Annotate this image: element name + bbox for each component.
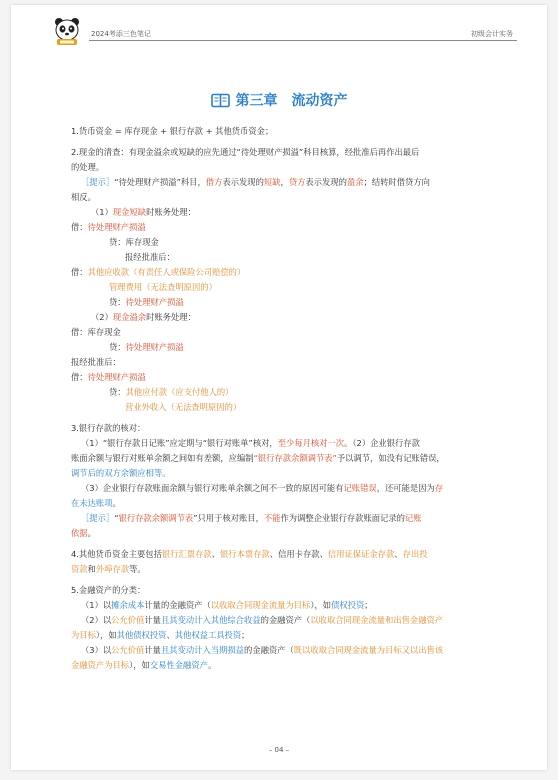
text-line: [71, 421, 516, 436]
notes-body: [71, 118, 516, 673]
text-segment: 借：库存现金: [71, 327, 121, 337]
text-segment: （2）以: [81, 615, 112, 625]
text-segment: 。: [207, 660, 217, 670]
text-segment: ），如: [129, 660, 150, 670]
text-segment: 贷：: [109, 342, 126, 352]
text-line: [71, 160, 516, 175]
text-segment: 管理费用（无法查明原因的）: [109, 282, 217, 292]
text-segment: （1）以: [81, 600, 112, 610]
text-segment: ；: [364, 600, 373, 610]
text-segment: 借：: [71, 372, 88, 382]
text-segment: 借：: [71, 267, 88, 277]
text-segment: （2）: [91, 312, 113, 322]
text-segment: 贷方: [288, 177, 306, 187]
text-segment: 以收取合同现金流量为目标: [210, 600, 311, 610]
text-segment: 3.银行存款的核对：: [71, 423, 146, 433]
text-segment: 时账务处理：: [146, 312, 196, 322]
panda-mascot-logo: [51, 15, 83, 47]
text-line: [71, 280, 516, 295]
text-segment: 作为调整企业银行存款账面记录的: [280, 513, 405, 523]
header-subject: 初级会计实务: [471, 30, 513, 38]
text-segment: 待处理财产损溢: [87, 222, 146, 232]
text-line: [71, 400, 516, 415]
text-segment: 以收取合同现金流量和出售金融资产: [310, 615, 444, 625]
text-line: [71, 451, 516, 466]
text-segment: 计量: [144, 615, 161, 625]
text-segment: 贷：库存现金: [109, 237, 159, 247]
text-segment: 贷：: [109, 387, 126, 397]
text-line: [71, 145, 516, 160]
text-segment: 和: [87, 564, 96, 574]
text-segment: （3）企业银行存款账面余额与银行对账单余额之间不一致的原因可能有: [81, 483, 344, 493]
text-segment: 在未达账项: [71, 498, 113, 508]
text-segment: 借：: [71, 222, 88, 232]
text-segment: 、: [211, 549, 220, 559]
text-segment: ［提示］: [81, 513, 115, 523]
document-page: [11, 5, 547, 770]
text-line: [71, 385, 516, 400]
text-segment: 计量的金融资产（: [144, 600, 211, 610]
text-segment: 依据: [71, 528, 88, 538]
text-segment: 记账: [404, 513, 422, 523]
text-segment: 其他应收款（有责任人或保险公司赔偿的）: [87, 267, 246, 277]
text-segment: 交易性金融资产: [149, 660, 208, 670]
text-segment: 5.金融资产的分类：: [71, 585, 146, 595]
text-segment: 银行汇票存款: [161, 549, 212, 559]
text-segment: 债权投资: [331, 600, 365, 610]
text-segment: （1）: [91, 207, 113, 217]
text-line: [71, 175, 516, 190]
text-segment: 且其变动计入当期损益: [160, 645, 244, 655]
text-line: [71, 496, 516, 511]
text-segment: 。: [112, 498, 121, 508]
text-line: [71, 562, 516, 577]
text-segment: ；结转时借贷方向: [363, 177, 430, 187]
text-line: [71, 370, 516, 385]
text-segment: 待处理财产损溢: [87, 372, 146, 382]
text-segment: 银行存款余额调节表: [118, 513, 194, 523]
text-line: [71, 526, 516, 541]
text-line: [71, 481, 516, 496]
text-segment: 公允价值: [111, 615, 145, 625]
text-segment: 时账务处理：: [146, 207, 196, 217]
text-segment: 至少每月核对一次: [277, 438, 345, 448]
text-segment: 借方: [205, 177, 223, 187]
text-segment: 存出投: [402, 549, 428, 559]
header-book-title: 2024考添三色笔记: [91, 30, 151, 38]
text-segment: 计量: [144, 645, 161, 655]
text-line: [71, 355, 516, 370]
text-segment: 账面余额与银行对账单余额之间如有差额，应编制: [71, 453, 254, 463]
text-segment: “: [114, 513, 119, 523]
text-segment: 银行本票存款: [220, 549, 270, 559]
text-segment: 现金溢余: [112, 312, 147, 322]
text-segment: 、: [166, 630, 175, 640]
text-segment: “银行存款余额调节表”: [253, 453, 337, 463]
text-line: [71, 124, 516, 139]
text-segment: 相反。: [71, 192, 96, 202]
text-segment: 资款: [71, 564, 88, 574]
text-segment: 1.货币资金 = 库存现金 + 银行存款 + 其他货币资金；: [71, 126, 274, 136]
text-segment: ），如: [310, 600, 332, 610]
text-line: [71, 235, 516, 250]
text-segment: 的金融资产（: [260, 615, 311, 625]
text-segment: （3）以: [81, 645, 112, 655]
text-line: [71, 643, 516, 658]
text-segment: 表示发现的: [305, 177, 347, 187]
text-line: [71, 310, 516, 325]
text-segment: 报经批准后：: [125, 252, 175, 262]
text-segment: 盈余: [346, 177, 364, 187]
text-segment: 其他应付款（应支付他人的）: [125, 387, 234, 397]
text-segment: ，还可能是因为: [376, 483, 435, 493]
text-segment: 。（2）企业银行存款: [344, 438, 420, 448]
header-divider: [89, 40, 517, 41]
text-line: [71, 340, 516, 355]
text-line: [71, 466, 516, 481]
text-line: [71, 658, 516, 673]
page-header: [11, 5, 547, 47]
text-segment: 不能: [263, 513, 281, 523]
text-segment: 其他权益工具投资: [174, 630, 242, 640]
text-segment: 既以收取合同现金流量为目标又以出售该: [293, 645, 444, 655]
text-line: [71, 547, 516, 562]
text-segment: 等。: [129, 564, 146, 574]
page-number: – 04 –: [268, 746, 290, 754]
text-line: [71, 295, 516, 310]
chapter-number: 第三章: [235, 93, 278, 109]
text-segment: 的金融资产（: [243, 645, 294, 655]
text-segment: 存: [434, 483, 444, 493]
text-segment: ，: [280, 177, 289, 187]
text-line: [71, 436, 516, 451]
text-line: [71, 205, 516, 220]
text-segment: 表示发现的: [222, 177, 264, 187]
chapter-title: [11, 90, 547, 110]
text-segment: “待处理财产损溢”科目，: [114, 177, 206, 187]
text-line: [71, 583, 516, 598]
text-segment: （1）“银行存款日记账”应定期与“银行对账单”核对，: [81, 438, 278, 448]
text-segment: 短缺: [263, 177, 281, 187]
chapter-name: 流动资产: [291, 93, 348, 109]
text-segment: 待处理财产损溢: [125, 342, 184, 352]
text-segment: 现金短缺: [112, 207, 147, 217]
text-segment: 2.现金的清查：有现金溢余或短缺的应先通过“待处理财产损溢”科目核算，经批准后再作出最后: [71, 147, 420, 157]
text-segment: 记账错误: [343, 483, 377, 493]
text-segment: 金融资产为目标: [71, 660, 130, 670]
text-segment: 待处理财产损溢: [125, 297, 184, 307]
text-line: [71, 265, 516, 280]
text-segment: 调节后的双方余额应相等。: [71, 468, 171, 478]
text-segment: ［提示］: [81, 177, 115, 187]
text-line: [71, 511, 516, 526]
open-book-icon: [211, 93, 230, 108]
text-segment: 为目标: [71, 630, 96, 640]
text-segment: 报经批准后：: [71, 357, 121, 367]
text-segment: 摊余成本: [111, 600, 145, 610]
text-line: [71, 250, 516, 265]
text-segment: 的处理。: [71, 162, 105, 172]
text-line: [71, 598, 516, 613]
text-segment: 、信用卡存款、: [269, 549, 328, 559]
text-segment: 其他债权投资: [116, 630, 167, 640]
text-segment: 贷：: [109, 297, 126, 307]
text-segment: 外埠存款: [95, 564, 130, 574]
text-line: [71, 190, 516, 205]
text-segment: 予以调节，如没有记账错误，: [336, 453, 445, 463]
text-segment: 。: [87, 528, 96, 538]
text-line: [71, 220, 516, 235]
text-segment: 营业外收入（无法查明原因的）: [125, 402, 242, 412]
text-segment: ”只用于核对账目，: [193, 513, 264, 523]
text-segment: 、: [394, 549, 403, 559]
text-segment: 公允价值: [111, 645, 145, 655]
text-segment: 信用证保证金存款: [327, 549, 395, 559]
text-line: [71, 628, 516, 643]
text-segment: ），如: [95, 630, 117, 640]
text-line: [71, 325, 516, 340]
text-line: [71, 613, 516, 628]
text-segment: 且其变动计入其他综合收益: [160, 615, 261, 625]
text-segment: ；: [241, 630, 250, 640]
text-segment: 4.其他货币资金主要包括: [71, 549, 162, 559]
